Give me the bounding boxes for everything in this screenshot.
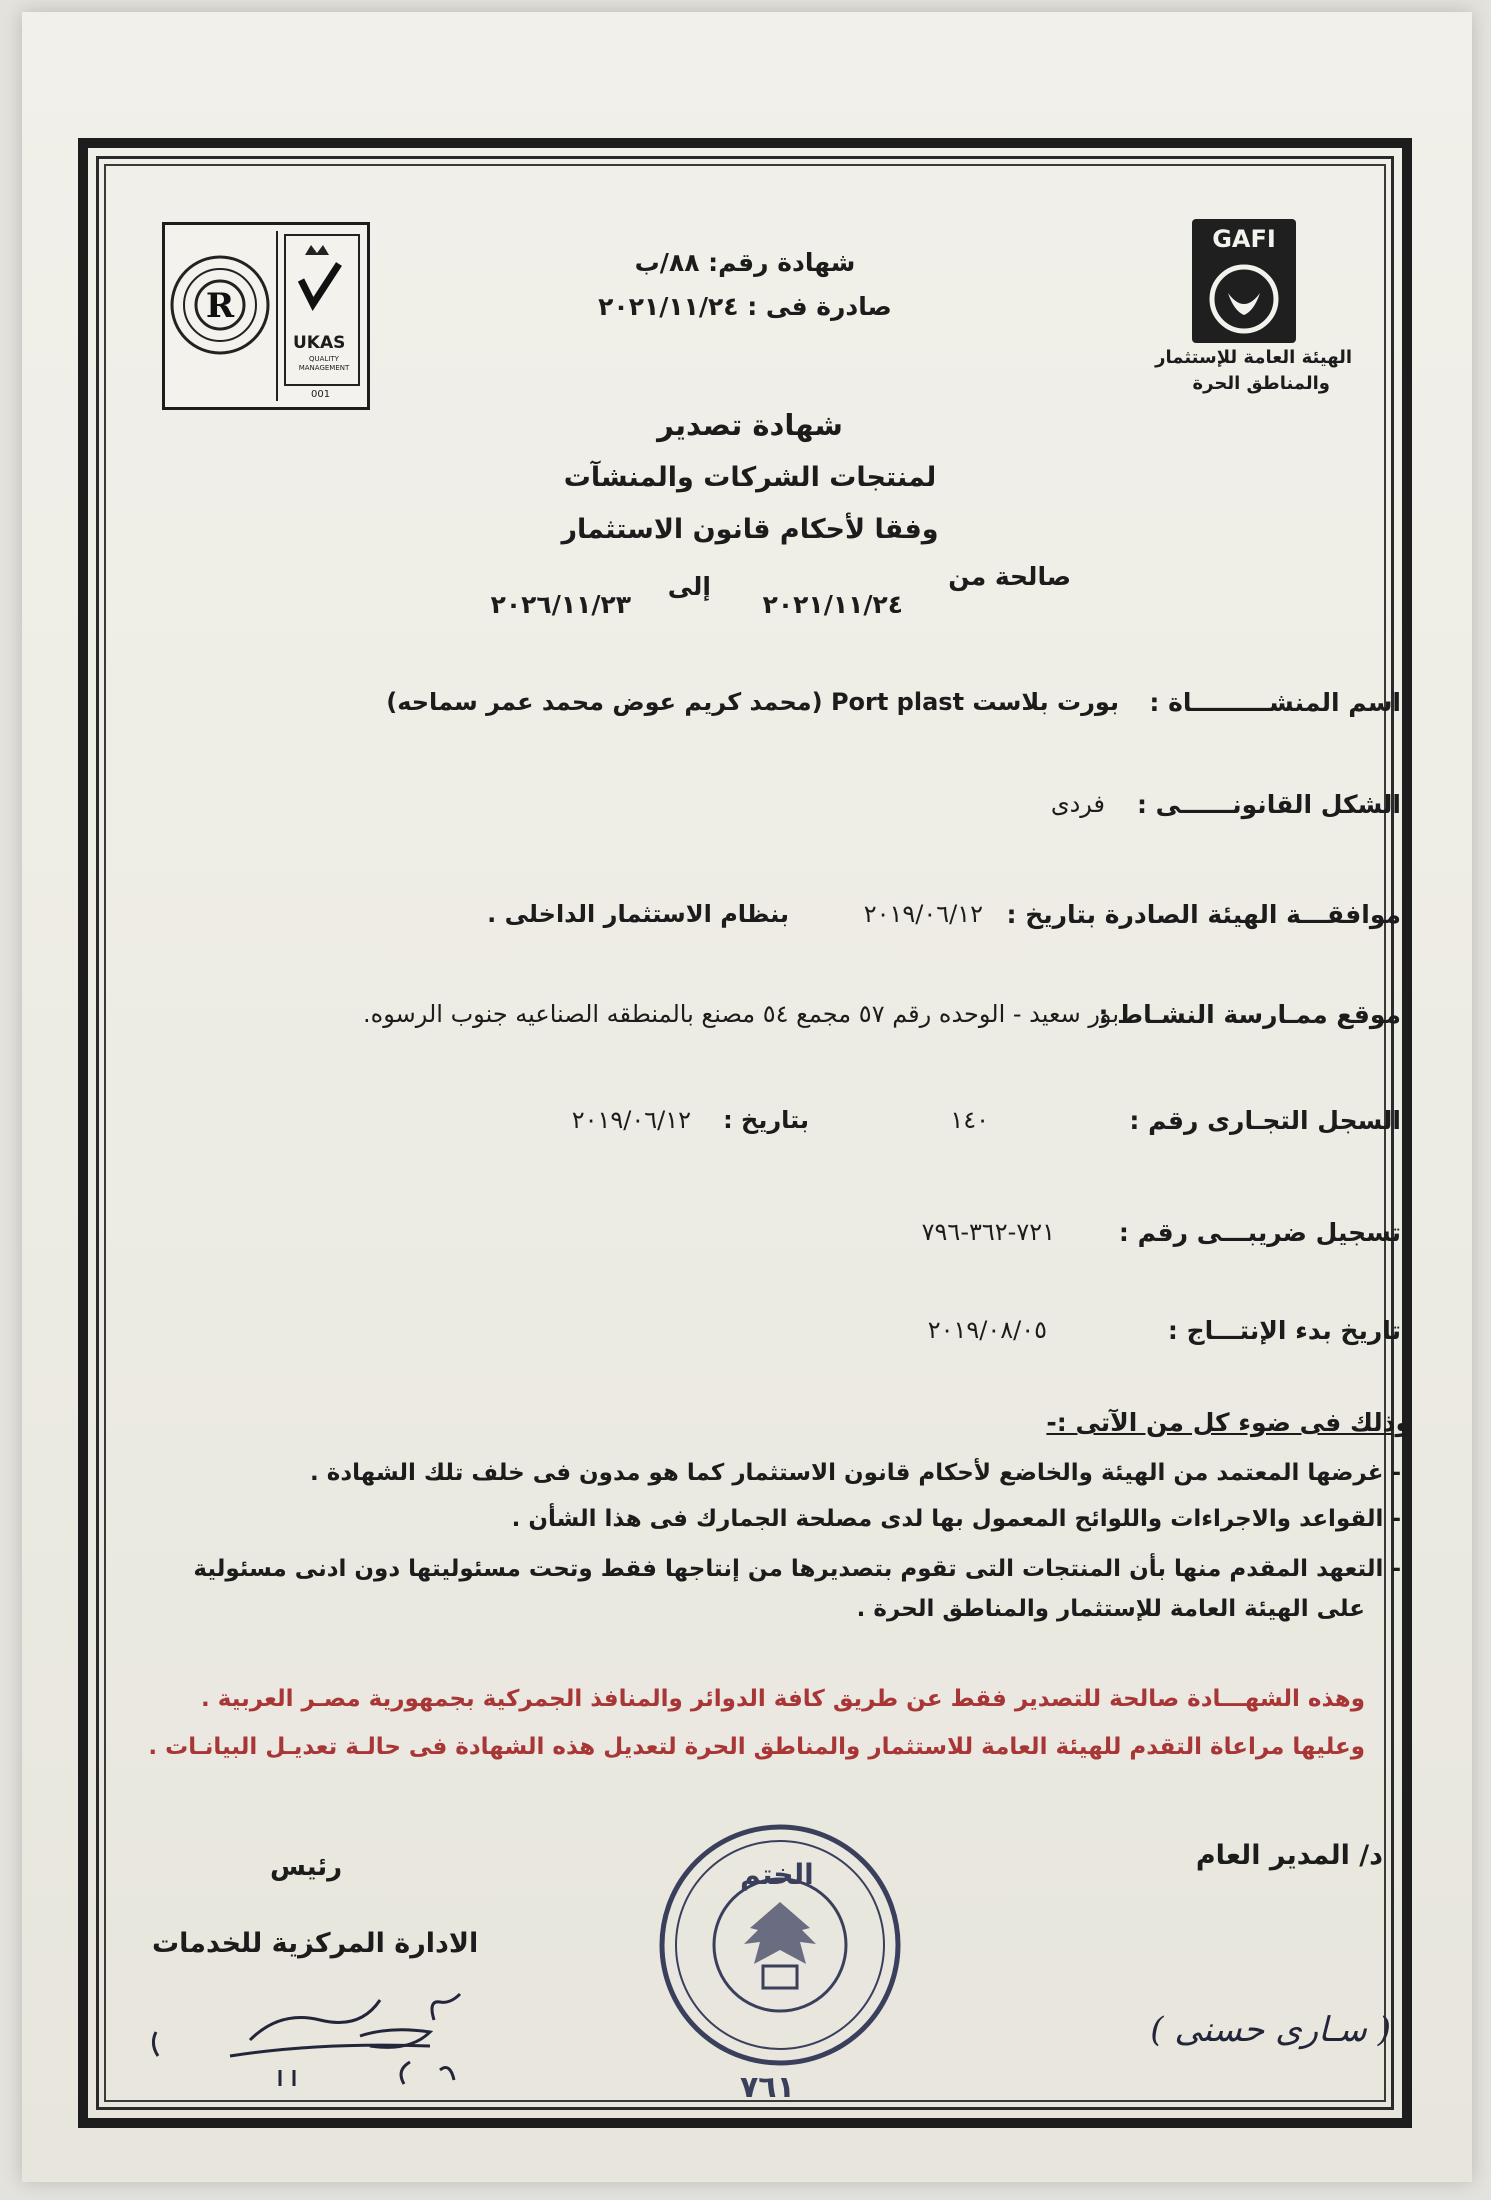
valid-from-label: صالحة من xyxy=(948,562,1071,591)
gafi-logo xyxy=(1140,215,1360,405)
valid-to-label: إلى xyxy=(667,572,711,601)
certificate-number: شهادة رقم: ٨٨/ب xyxy=(634,248,856,277)
chief-signature-icon xyxy=(150,1970,510,2090)
seal-number: ٧٦١ xyxy=(740,2070,795,2105)
approval-date: ٢٠١٩/٠٦/١٢ xyxy=(863,900,983,928)
condition-item-2: - القواعد والاجراءات واللوائح المعمول بها لدى مصلحة الجمارك فى هذا الشأن . xyxy=(511,1506,1401,1532)
certificate-subtitle-1: لمنتجات الشركات والمنشآت xyxy=(563,462,937,493)
legal-form-label: الشكل القانونــــــى : xyxy=(1136,790,1401,819)
official-seal xyxy=(655,1820,905,2070)
validity-notice-line-2: وعليها مراعاة التقدم للهيئة العامة للاستثمار والمناطق الحرة لتعديل هذه الشهادة فى حالـة تعديـل البيانـات . xyxy=(148,1734,1365,1760)
gafi-emblem-icon xyxy=(1202,259,1286,339)
registry-date: ٢٠١٩/٠٦/١٢ xyxy=(571,1106,691,1134)
activity-site-label: موقع ممـارسة النشـاط : xyxy=(1098,1000,1401,1029)
validity-notice-line-1: وهذه الشهـــادة صالحة للتصدير فقط عن طريق كافة الدوائر والمنافذ الجمركية بجمهورية مصـر العربية . xyxy=(201,1686,1365,1712)
activity-site-value: بور سعيد - الوحده رقم ٥٧ مجمع ٥٤ مصنع بالمنطقه الصناعيه جنوب الرسوه. xyxy=(363,1000,1119,1028)
ukas-code: 001 xyxy=(311,389,331,400)
svg-text:R: R xyxy=(205,286,235,326)
approval-system: بنظام الاستثمار الداخلى . xyxy=(487,900,789,928)
chief-title: رئيس xyxy=(270,1852,343,1882)
valid-to-date: ٢٠٢٦/١١/٢٣ xyxy=(490,590,631,619)
issue-date: صادرة فى : ٢٠٢١/١١/٢٤ xyxy=(598,292,892,321)
registry-date-label: بتاريخ : xyxy=(723,1106,809,1134)
legal-form-value: فردى xyxy=(1050,790,1105,818)
general-manager-name: ( سـارى حسنى ) xyxy=(1150,2010,1391,2050)
tax-registration-label: تسجيل ضريبـــى رقم : xyxy=(1118,1218,1401,1247)
ukas-label: UKAS xyxy=(293,333,346,353)
conditions-heading: وذلك فى ضوء كل من الآتى :- xyxy=(1046,1408,1411,1437)
general-manager-title: د/ المدير العام xyxy=(1195,1840,1383,1871)
ukas-sublabel: QUALITY MANAGEMENT xyxy=(298,355,350,372)
gafi-name-line1: الهيئة العامة للإستثمار xyxy=(1155,347,1352,368)
certificate-subtitle-2: وفقا لأحكام قانون الاستثمار xyxy=(561,514,939,545)
certificate-title: شهادة تصدير xyxy=(657,408,843,442)
quality-certification-logo xyxy=(162,222,370,410)
condition-item-3-line-2: على الهيئة العامة للإستثمار والمناطق الحرة . xyxy=(856,1596,1365,1622)
gafi-name-line2: والمناطق الحرة xyxy=(1192,373,1330,394)
tax-registration-value: ٧٢١-٣٦٢-٧٩٦ xyxy=(921,1218,1055,1246)
approval-label: موافقـــة الهيئة الصادرة بتاريخ : xyxy=(1006,900,1401,929)
chief-department: الادارة المركزية للخدمات xyxy=(152,1928,479,1959)
commercial-registry-label: السجل التجـارى رقم : xyxy=(1129,1106,1401,1135)
establishment-label: اسم المنشـــــــــاة : xyxy=(1149,688,1401,717)
valid-from-date: ٢٠٢١/١١/٢٤ xyxy=(762,590,903,619)
establishment-value: بورت بلاست Port plast (محمد كريم عوض محمد عمر سماحه) xyxy=(386,688,1119,716)
gafi-logo-text: GAFI xyxy=(1212,225,1276,253)
commercial-registry-number: ١٤٠ xyxy=(950,1106,989,1134)
seal-label: الختم xyxy=(740,1858,814,1891)
production-start-value: ٢٠١٩/٠٨/٠٥ xyxy=(927,1316,1047,1344)
condition-item-1: - غرضها المعتمد من الهيئة والخاضع لأحكام قانون الاستثمار كما هو مدون فى خلف تلك الشهادة . xyxy=(310,1460,1401,1486)
condition-item-3-line-1: - التعهد المقدم منها بأن المنتجات التى تقوم بتصديرها من إنتاجها فقط وتحت مسئوليتها دون ادنى مسئولية xyxy=(193,1556,1401,1582)
production-start-label: تاريخ بدء الإنتـــاج : xyxy=(1167,1316,1401,1345)
quality-seal-icon xyxy=(165,225,367,407)
